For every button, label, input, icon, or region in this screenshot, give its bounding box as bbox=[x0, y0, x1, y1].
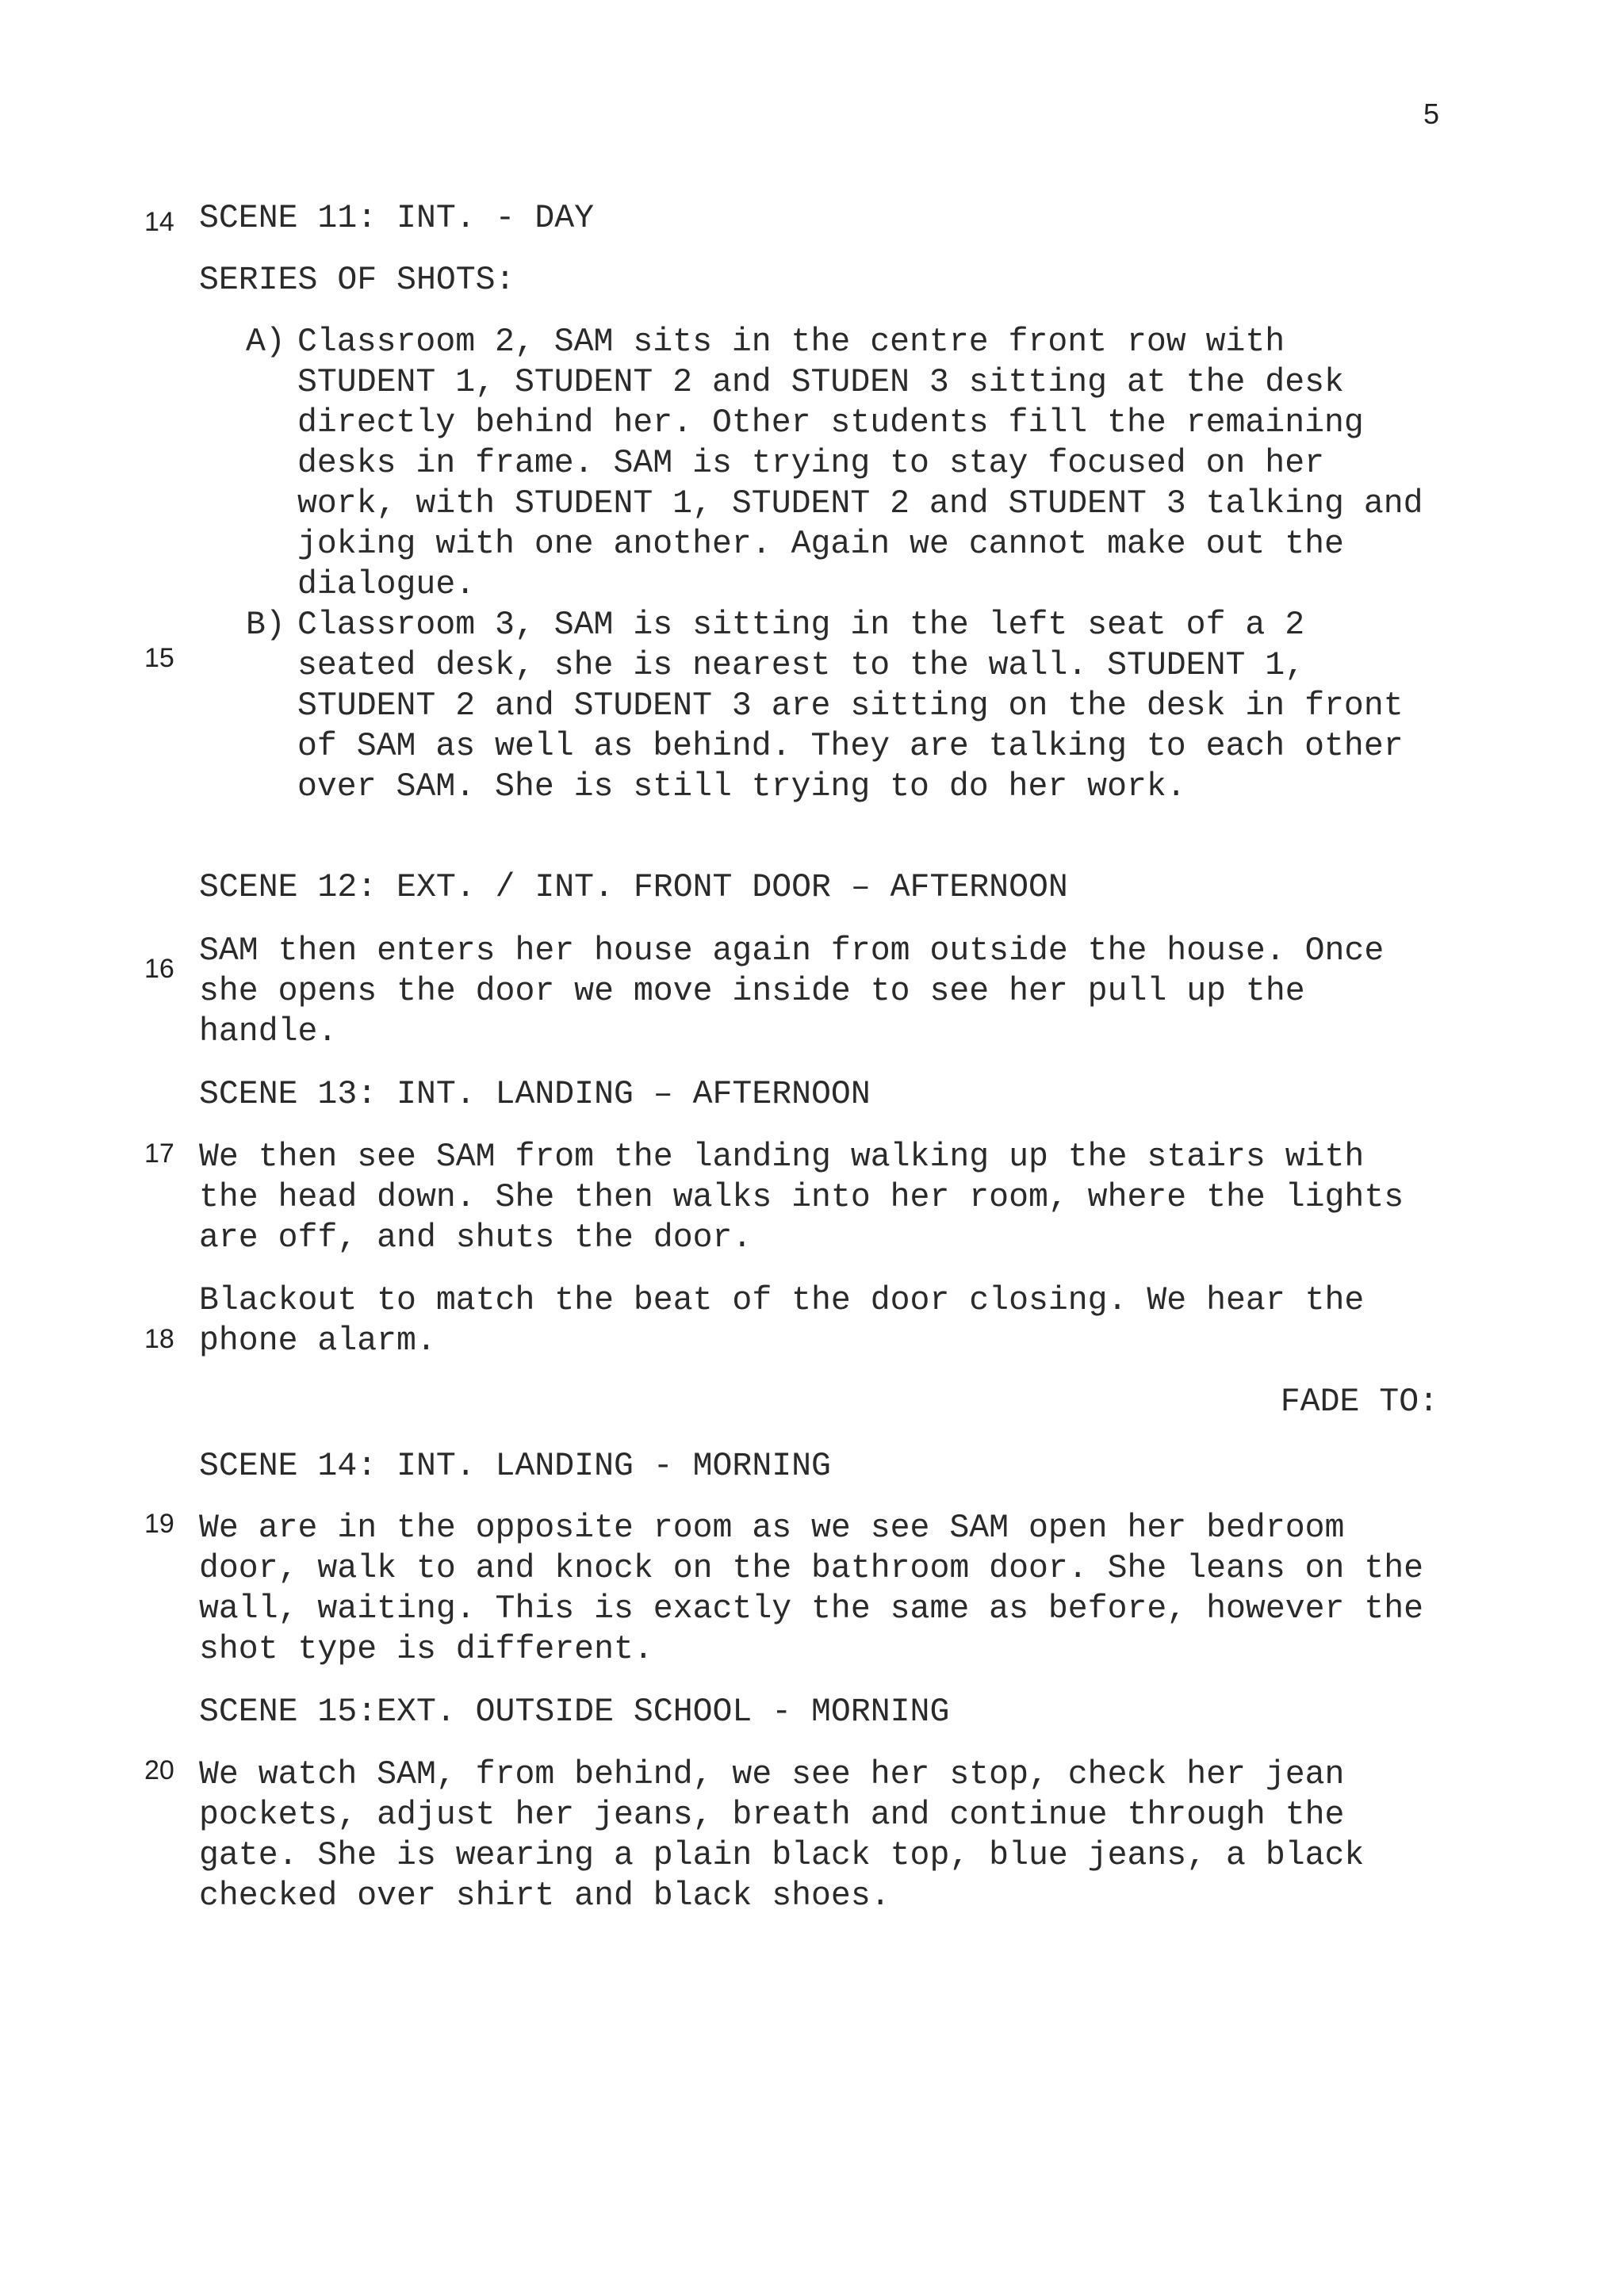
scene-13-blackout-line-2: phone alarm. bbox=[199, 1322, 436, 1360]
shot-number-15: 15 bbox=[144, 643, 174, 673]
scene-14-heading: SCENE 14: INT. LANDING - MORNING bbox=[199, 1448, 831, 1485]
scene-14-line-2: door, walk to and knock on the bathroom door. She leans on the bbox=[199, 1550, 1424, 1587]
shot-number-18: 18 bbox=[144, 1324, 174, 1354]
list-item-a-line-3: directly behind her. Other students fill the remaining bbox=[297, 404, 1364, 442]
transition-fade-to: FADE TO: bbox=[1280, 1383, 1438, 1421]
list-item-b-line-3: STUDENT 2 and STUDENT 3 are sitting on the desk in front bbox=[297, 687, 1404, 725]
scene-13-line-2: the head down. She then walks into her room, where the lights bbox=[199, 1179, 1404, 1216]
shot-number-17: 17 bbox=[144, 1138, 174, 1169]
list-item-a-line-7: dialogue. bbox=[297, 566, 476, 603]
shot-number-14: 14 bbox=[144, 207, 174, 237]
scene-13-heading: SCENE 13: INT. LANDING – AFTERNOON bbox=[199, 1076, 871, 1113]
scene-14-line-4: shot type is different. bbox=[199, 1631, 653, 1668]
scene-13-blackout-line-1: Blackout to match the beat of the door closing. We hear the bbox=[199, 1282, 1365, 1319]
scene-13-line-1: We then see SAM from the landing walking up the stairs with bbox=[199, 1138, 1365, 1176]
scene-12-line-2: she opens the door we move inside to see her pull up the bbox=[199, 973, 1305, 1010]
scene-13-line-3: are off, and shuts the door. bbox=[199, 1219, 753, 1257]
list-item-a-line-5: work, with STUDENT 1, STUDENT 2 and STUDENT 3 talking and bbox=[297, 485, 1423, 522]
list-item-b-line-5: over SAM. She is still trying to do her work. bbox=[297, 768, 1186, 806]
shot-number-16: 16 bbox=[144, 954, 174, 984]
list-item-b-line-4: of SAM as well as behind. They are talking to each other bbox=[297, 728, 1404, 765]
shot-number-20: 20 bbox=[144, 1755, 174, 1785]
list-item-b-line-2: seated desk, she is nearest to the wall. STUDENT 1, bbox=[297, 647, 1305, 684]
list-item-b-line-1: Classroom 3, SAM is sitting in the left seat of a 2 bbox=[297, 607, 1305, 644]
scene-15-line-4: checked over shirt and black shoes. bbox=[199, 1877, 891, 1915]
list-item-a-line-2: STUDENT 1, STUDENT 2 and STUDEN 3 sitting at the desk bbox=[297, 364, 1344, 401]
scene-14-line-3: wall, waiting. This is exactly the same as before, however the bbox=[199, 1590, 1424, 1628]
scene-15-line-2: pockets, adjust her jeans, breath and continue through the bbox=[199, 1797, 1345, 1834]
scene-15-line-3: gate. She is wearing a plain black top, blue jeans, a black bbox=[199, 1837, 1365, 1874]
page-number: 5 bbox=[1423, 98, 1440, 130]
list-item-a-line-1: Classroom 2, SAM sits in the centre front row with bbox=[297, 323, 1285, 361]
list-marker-a: A) bbox=[246, 323, 285, 361]
scene-11-heading: SCENE 11: INT. - DAY bbox=[199, 200, 595, 237]
list-item-a-line-6: joking with one another. Again we cannot make out the bbox=[297, 526, 1344, 563]
scene-12-line-3: handle. bbox=[199, 1013, 338, 1050]
shot-number-19: 19 bbox=[144, 1509, 174, 1539]
scene-14-line-1: We are in the opposite room as we see SAM open her bedroom bbox=[199, 1510, 1345, 1547]
scene-12-heading: SCENE 12: EXT. / INT. FRONT DOOR – AFTERNOON bbox=[199, 869, 1068, 906]
list-item-a-line-4: desks in frame. SAM is trying to stay focused on her bbox=[297, 445, 1325, 482]
scene-12-line-1: SAM then enters her house again from outside the house. Once bbox=[199, 932, 1385, 970]
scene-11-subheading: SERIES OF SHOTS: bbox=[199, 262, 515, 299]
list-marker-b: B) bbox=[246, 607, 285, 644]
scene-15-heading: SCENE 15:EXT. OUTSIDE SCHOOL - MORNING bbox=[199, 1693, 950, 1731]
scene-15-line-1: We watch SAM, from behind, we see her stop, check her jean bbox=[199, 1756, 1345, 1793]
